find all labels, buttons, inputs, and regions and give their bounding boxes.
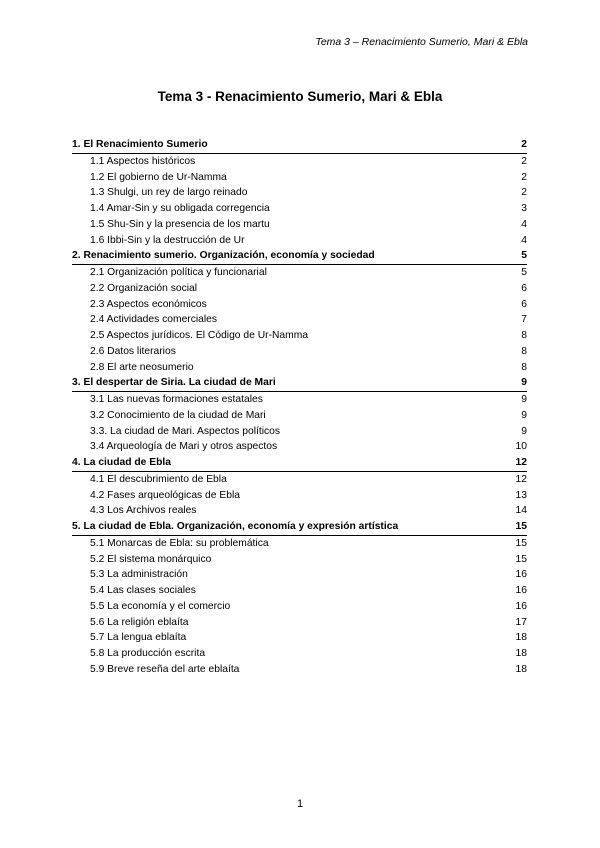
toc-subsection-entry[interactable] bbox=[72, 599, 527, 615]
toc-subsection-entry[interactable] bbox=[72, 328, 527, 344]
toc-entry-label: 1.1 Aspectos históricos bbox=[90, 155, 196, 167]
toc-subsection-entry[interactable] bbox=[72, 154, 527, 170]
toc-entry-label: 2.6 Datos literarios bbox=[90, 345, 176, 357]
toc-subsection-entry[interactable] bbox=[72, 265, 527, 281]
running-header: Tema 3 – Renacimiento Sumerio, Mari & Ebla bbox=[315, 36, 528, 48]
toc-entry-page: 8 bbox=[521, 345, 527, 357]
toc-entry-page: 12 bbox=[515, 457, 527, 468]
toc-entry-page: 2 bbox=[521, 171, 527, 183]
toc-subsection-entry[interactable] bbox=[72, 536, 527, 552]
toc-entry-label: 5.8 La producción escrita bbox=[90, 648, 206, 659]
toc-subsection-entry[interactable] bbox=[72, 615, 527, 631]
toc-entry-label: 2.5 Aspectos jurídicos. El Código de Ur-Namma bbox=[90, 330, 309, 341]
toc-entry-label: 2.4 Actividades comerciales bbox=[90, 314, 218, 326]
toc-section-entry[interactable] bbox=[72, 519, 527, 536]
toc-entry-label: 4.1 El descubrimiento de Ebla bbox=[90, 473, 227, 485]
toc-entry-page: 18 bbox=[515, 632, 527, 644]
table-of-contents bbox=[72, 137, 527, 678]
toc-entry-page: 5 bbox=[521, 250, 527, 262]
toc-subsection-entry[interactable] bbox=[72, 439, 527, 455]
toc-entry-label: 5. La ciudad de Ebla. Organización, economía y expresión artística bbox=[72, 521, 399, 532]
toc-entry-page: 2 bbox=[521, 139, 527, 150]
toc-entry-label: 2.2 Organización social bbox=[90, 282, 198, 294]
toc-entry-page: 9 bbox=[521, 377, 527, 389]
toc-entry-label: 4. La ciudad de Ebla bbox=[72, 457, 171, 468]
toc-entry-page: 9 bbox=[521, 425, 527, 437]
toc-entry-page: 6 bbox=[521, 282, 527, 294]
toc-subsection-entry[interactable] bbox=[72, 217, 527, 233]
toc-subsection-entry[interactable] bbox=[72, 344, 527, 360]
toc-entry-label: 5.5 La economía y el comercio bbox=[90, 600, 231, 612]
toc-entry-page: 18 bbox=[515, 663, 527, 675]
toc-entry-label: 2.8 El arte neosumerio bbox=[90, 361, 194, 373]
toc-entry-page: 16 bbox=[515, 569, 527, 581]
toc-entry-page: 9 bbox=[521, 394, 527, 405]
toc-entry-label: 5.3 La administración bbox=[90, 569, 188, 581]
toc-entry-page: 18 bbox=[515, 648, 527, 659]
toc-subsection-entry[interactable] bbox=[72, 567, 527, 583]
toc-entry-label: 2.3 Aspectos económicos bbox=[90, 298, 207, 310]
toc-entry-page: 15 bbox=[515, 553, 527, 565]
toc-entry-label: 2. Renacimiento sumerio. Organización, economía y sociedad bbox=[72, 250, 375, 262]
toc-section-entry[interactable] bbox=[72, 137, 527, 154]
toc-entry-page: 4 bbox=[521, 218, 527, 230]
toc-entry-page: 10 bbox=[515, 441, 527, 453]
toc-entry-page: 2 bbox=[521, 187, 527, 199]
toc-subsection-entry[interactable] bbox=[72, 488, 527, 504]
toc-entry-label: 1. El Renacimiento Sumerio bbox=[72, 139, 208, 150]
toc-entry-label: 5.4 Las clases sociales bbox=[90, 585, 196, 596]
toc-entry-page: 15 bbox=[515, 521, 527, 532]
toc-entry-page: 3 bbox=[521, 203, 527, 214]
toc-subsection-entry[interactable] bbox=[72, 297, 527, 313]
toc-entry-page: 9 bbox=[521, 409, 527, 421]
toc-subsection-entry[interactable] bbox=[72, 392, 527, 408]
toc-entry-label: 3.1 Las nuevas formaciones estatales bbox=[90, 394, 263, 405]
toc-entry-page: 12 bbox=[515, 473, 527, 485]
toc-entry-page: 16 bbox=[515, 585, 527, 596]
toc-subsection-entry[interactable] bbox=[72, 472, 527, 488]
toc-entry-label: 5.7 La lengua eblaíta bbox=[90, 632, 187, 644]
toc-entry-page: 14 bbox=[515, 505, 527, 517]
toc-subsection-entry[interactable] bbox=[72, 583, 527, 599]
toc-entry-label: 5.2 El sistema monárquico bbox=[90, 553, 212, 565]
toc-entry-page: 8 bbox=[521, 330, 527, 341]
toc-entry-page: 8 bbox=[521, 361, 527, 373]
toc-entry-page: 7 bbox=[521, 314, 527, 326]
toc-entry-page: 13 bbox=[515, 489, 527, 501]
toc-entry-label: 1.2 El gobierno de Ur-Namma bbox=[90, 171, 227, 183]
toc-entry-page: 5 bbox=[521, 267, 527, 278]
page-number: 1 bbox=[296, 798, 304, 810]
toc-subsection-entry[interactable] bbox=[72, 170, 527, 186]
toc-entry-label: 1.4 Amar-Sin y su obligada corregencia bbox=[90, 203, 270, 214]
toc-subsection-entry[interactable] bbox=[72, 185, 527, 201]
toc-entry-label: 5.9 Breve reseña del arte eblaíta bbox=[90, 663, 240, 675]
toc-section-entry[interactable] bbox=[72, 248, 527, 265]
toc-subsection-entry[interactable] bbox=[72, 360, 527, 376]
toc-section-entry[interactable] bbox=[72, 375, 527, 392]
toc-subsection-entry[interactable] bbox=[72, 201, 527, 217]
toc-entry-label: 3. El despertar de Siria. La ciudad de Mari bbox=[72, 377, 276, 389]
toc-subsection-entry[interactable] bbox=[72, 503, 527, 519]
toc-entry-label: 3.4 Arqueología de Mari y otros aspectos bbox=[90, 441, 278, 453]
toc-entry-label: 4.2 Fases arqueológicas de Ebla bbox=[90, 489, 240, 501]
toc-subsection-entry[interactable] bbox=[72, 408, 527, 424]
toc-subsection-entry[interactable] bbox=[72, 662, 527, 678]
toc-entry-page: 2 bbox=[521, 155, 527, 167]
toc-subsection-entry[interactable] bbox=[72, 646, 527, 662]
document-title: Tema 3 - Renacimiento Sumerio, Mari & Ebla bbox=[157, 89, 443, 104]
toc-entry-label: 1.3 Shulgi, un rey de largo reinado bbox=[90, 187, 248, 199]
toc-entry-label: 4.3 Los Archivos reales bbox=[90, 505, 197, 517]
toc-section-entry[interactable] bbox=[72, 455, 527, 472]
toc-subsection-entry[interactable] bbox=[72, 552, 527, 568]
toc-entry-page: 4 bbox=[521, 234, 527, 246]
toc-entry-page: 16 bbox=[515, 600, 527, 612]
toc-subsection-entry[interactable] bbox=[72, 281, 527, 297]
toc-entry-page: 6 bbox=[521, 298, 527, 310]
toc-subsection-entry[interactable] bbox=[72, 233, 527, 249]
toc-entry-label: 3.2 Conocimiento de la ciudad de Mari bbox=[90, 409, 266, 421]
toc-subsection-entry[interactable] bbox=[72, 630, 527, 646]
toc-entry-label: 3.3. La ciudad de Mari. Aspectos políticos bbox=[90, 425, 281, 437]
toc-entry-label: 2.1 Organización política y funcionarial bbox=[90, 267, 267, 278]
toc-entry-label: 1.6 Ibbi-Sin y la destrucción de Ur bbox=[90, 234, 245, 246]
toc-entry-label: 5.1 Monarcas de Ebla: su problemática bbox=[90, 537, 269, 549]
toc-entry-label: 5.6 La religión eblaíta bbox=[90, 616, 189, 628]
toc-entry-page: 17 bbox=[515, 616, 527, 628]
toc-entry-label: 1.5 Shu-Sin y la presencia de los martu bbox=[90, 218, 270, 230]
toc-subsection-entry[interactable] bbox=[72, 424, 527, 440]
toc-entry-page: 15 bbox=[515, 537, 527, 549]
toc-subsection-entry[interactable] bbox=[72, 312, 527, 328]
